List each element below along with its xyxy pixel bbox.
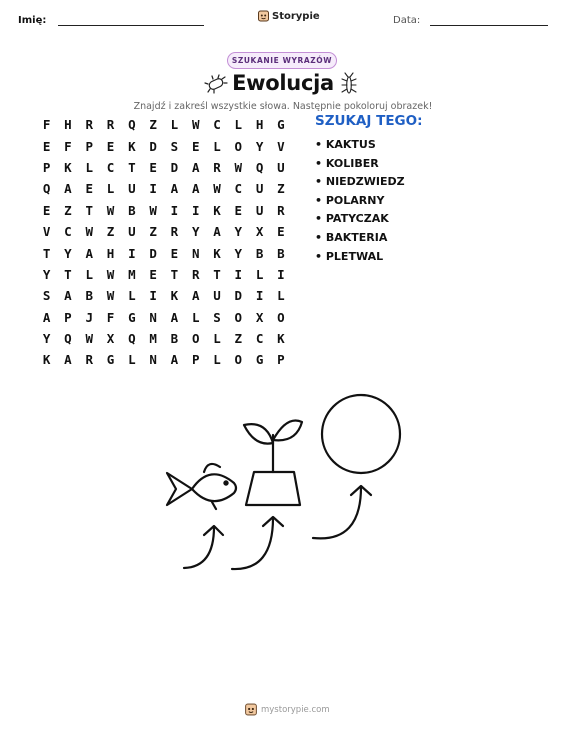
grid-letter[interactable]: M [128,266,136,282]
grid-letter[interactable]: X [106,331,115,347]
grid-letter[interactable]: T [42,245,51,261]
grid-letter[interactable]: W [106,288,115,304]
grid-letter[interactable]: D [149,245,157,261]
grid-letter[interactable]: O [234,309,243,325]
grid-letter[interactable]: H [64,117,72,133]
grid-letter[interactable]: O [234,352,243,368]
grid-letter[interactable]: B [255,245,264,261]
grid-row [36,328,292,349]
word-list-item: • PATYCZAK [315,212,389,226]
bacteria-icon [204,74,228,96]
grid-letter[interactable]: W [191,117,200,133]
grid-letter[interactable]: K [213,202,221,218]
grid-letter[interactable]: K [42,352,51,368]
grid-letter[interactable]: L [128,288,136,304]
grid-letter[interactable]: Z [149,224,157,240]
word-list-item: • KAKTUS [315,138,376,151]
grid-letter[interactable]: V [277,138,285,154]
grid-letter[interactable]: J [85,309,93,325]
grid-letter[interactable]: W [106,202,115,218]
grid-letter[interactable]: L [170,117,179,133]
grid-letter[interactable]: E [106,138,115,154]
grid-letter[interactable]: U [213,288,221,304]
grid-letter[interactable]: T [170,266,179,282]
fish-icon [167,464,236,509]
grid-letter[interactable]: Z [106,224,115,240]
grid-letter[interactable]: U [128,224,136,240]
word-list-item: • POLARNY [315,193,385,207]
grid-letter[interactable]: F [64,138,72,154]
grid-row [36,221,292,242]
grid-letter[interactable]: D [149,138,157,154]
grid-letter[interactable]: W [106,266,115,282]
grid-row [36,242,292,263]
grid-letter[interactable]: E [42,202,51,218]
grid-letter[interactable]: A [213,224,221,240]
grid-letter[interactable]: A [170,181,179,197]
grid-letter[interactable]: I [255,288,264,304]
grid-letter[interactable]: N [149,352,157,368]
grid-letter[interactable]: K [170,288,179,304]
grid-letter[interactable]: Z [234,331,243,347]
footer [245,703,330,716]
grid-letter[interactable]: P [64,309,72,325]
grid-letter[interactable]: C [106,159,115,175]
grid-letter[interactable]: L [128,352,136,368]
grid-letter[interactable]: W [85,224,93,240]
grid-letter[interactable]: S [170,138,179,154]
grid-letter[interactable]: Y [234,245,243,261]
grid-letter[interactable]: O [277,309,285,325]
instructions: Znajdź i zakreśl wszystkie słowa. Następnie pokoloruj obrazek! [133,101,433,112]
grid-letter[interactable]: L [85,266,93,282]
grid-letter[interactable]: Q [255,159,264,175]
grid-letter[interactable]: E [42,138,51,154]
grid-letter[interactable]: E [149,266,157,282]
grid-letter[interactable]: L [277,288,285,304]
grid-letter[interactable]: A [191,288,200,304]
sprout-icon [244,420,302,505]
grid-letter[interactable]: B [277,245,285,261]
grid-letter[interactable]: E [149,159,157,175]
grid-letter[interactable]: U [277,159,285,175]
grid-letter[interactable]: D [234,288,243,304]
grid-letter[interactable]: W [149,202,157,218]
grid-letter[interactable]: L [213,331,221,347]
name-field[interactable] [58,25,204,26]
brand-logo [258,10,320,22]
grid-row [36,349,292,370]
grid-letter[interactable]: K [213,245,221,261]
grid-letter[interactable]: A [42,309,51,325]
grid-letter[interactable]: D [170,159,179,175]
grid-letter[interactable]: Q [128,117,136,133]
grid-letter[interactable]: A [191,181,200,197]
grid-row [36,307,292,328]
grid-letter[interactable]: S [42,288,51,304]
grid-letter[interactable]: T [85,202,93,218]
grid-letter[interactable]: R [191,266,200,282]
grid-letter[interactable]: X [255,224,264,240]
grid-letter[interactable]: X [255,309,264,325]
grid-letter[interactable]: L [106,181,115,197]
grid-letter[interactable]: I [277,266,285,282]
grid-letter[interactable]: I [149,288,157,304]
grid-letter[interactable]: O [191,331,200,347]
grid-letter[interactable]: N [191,245,200,261]
grid-letter[interactable]: G [106,352,115,368]
grid-letter[interactable]: U [255,181,264,197]
grid-letter[interactable]: C [234,181,243,197]
grid-letter[interactable]: W [213,181,221,197]
arrow-to-sprout-icon [232,517,283,569]
grid-letter[interactable]: L [191,309,200,325]
grid-letter[interactable]: K [128,138,136,154]
grid-letter[interactable]: K [277,331,285,347]
grid-letter[interactable]: E [85,181,93,197]
grid-letter[interactable]: Y [255,138,264,154]
grid-letter[interactable]: F [106,309,115,325]
grid-letter[interactable]: E [234,202,243,218]
grid-letter[interactable]: L [85,159,93,175]
insect-icon [340,72,358,98]
grid-letter[interactable]: E [191,138,200,154]
grid-letter[interactable]: Y [64,245,72,261]
grid-letter[interactable]: N [149,309,157,325]
grid-letter[interactable]: P [277,352,285,368]
grid-letter[interactable]: L [255,266,264,282]
grid-letter[interactable]: C [64,224,72,240]
word-list-item: • PLETWAL [315,249,384,263]
grid-letter[interactable]: A [85,245,93,261]
grid-letter[interactable]: I [149,181,157,197]
grid-letter[interactable]: L [234,117,243,133]
grid-letter[interactable]: Y [191,224,200,240]
grid-letter[interactable]: I [170,202,179,218]
grid-letter[interactable]: L [213,352,221,368]
grid-letter[interactable]: I [234,266,243,282]
grid-letter[interactable]: T [128,159,136,175]
grid-letter[interactable]: R [106,117,115,133]
blank-circle [322,395,400,473]
word-search-grid[interactable] [36,114,292,371]
grid-letter[interactable]: K [64,159,72,175]
grid-letter[interactable]: H [255,117,264,133]
grid-row [36,264,292,285]
grid-letter[interactable]: R [170,224,179,240]
grid-letter[interactable]: U [128,181,136,197]
grid-letter[interactable]: M [149,331,157,347]
grid-row [36,114,292,135]
grid-letter[interactable]: A [64,352,72,368]
grid-letter[interactable]: Z [64,202,72,218]
grid-letter[interactable]: I [128,245,136,261]
grid-letter[interactable]: Q [128,331,136,347]
grid-row [36,200,292,221]
grid-letter[interactable]: Y [42,331,51,347]
grid-letter[interactable]: V [42,224,51,240]
grid-letter[interactable]: H [106,245,115,261]
storypie-logo-icon [258,10,269,22]
grid-row [36,285,292,306]
grid-row [36,178,292,199]
grid-letter[interactable]: G [255,352,264,368]
grid-letter[interactable]: P [191,352,200,368]
word-list [315,136,405,266]
grid-row [36,157,292,178]
grid-letter[interactable]: G [277,117,285,133]
grid-letter[interactable]: R [85,117,93,133]
evolution-illustration [150,385,420,585]
word-list-item: • KOLIBER [315,156,379,170]
page-title: Ewolucja [232,71,334,95]
brand-name: Storypie [272,10,320,22]
grid-letter[interactable]: R [85,352,93,368]
arrow-to-fish-icon [184,526,223,568]
grid-letter[interactable]: B [128,202,136,218]
grid-letter[interactable]: Y [42,266,51,282]
grid-letter[interactable]: F [42,117,51,133]
grid-letter[interactable]: A [64,181,72,197]
grid-letter[interactable]: S [213,309,221,325]
word-list-item: • BAKTERIA [315,230,388,244]
arrow-to-circle-icon [313,486,371,538]
grid-letter[interactable]: G [128,309,136,325]
grid-letter[interactable]: Y [234,224,243,240]
grid-letter[interactable]: Q [42,181,51,197]
grid-letter[interactable]: C [213,117,221,133]
grid-letter[interactable]: U [255,202,264,218]
name-label: Imię: [18,15,47,26]
grid-letter[interactable]: E [277,224,285,240]
grid-letter[interactable]: P [42,159,51,175]
grid-letter[interactable]: P [85,138,93,154]
word-list-title: SZUKAJ TEGO: [315,113,423,129]
grid-letter[interactable]: A [170,352,179,368]
grid-letter[interactable]: Q [64,331,72,347]
grid-letter[interactable]: R [277,202,285,218]
grid-letter[interactable]: A [191,159,200,175]
grid-letter[interactable]: B [85,288,93,304]
grid-letter[interactable]: C [255,331,264,347]
grid-letter[interactable]: W [85,331,93,347]
worksheet-type-badge: SZUKANIE WYRAZÓW [227,52,337,69]
grid-row [36,135,292,156]
grid-letter[interactable]: R [213,159,221,175]
grid-letter[interactable]: T [213,266,221,282]
grid-letter[interactable]: W [234,159,243,175]
grid-letter[interactable]: L [213,138,221,154]
grid-letter[interactable]: A [170,309,179,325]
grid-letter[interactable]: O [234,138,243,154]
storypie-logo-icon [245,703,257,716]
grid-letter[interactable]: B [170,331,179,347]
grid-letter[interactable]: I [191,202,200,218]
grid-letter[interactable]: Z [277,181,285,197]
grid-letter[interactable]: Z [149,117,157,133]
grid-letter[interactable]: E [170,245,179,261]
date-field[interactable] [430,25,548,26]
grid-letter[interactable]: A [64,288,72,304]
footer-url[interactable]: mystorypie.com [261,704,330,715]
date-label: Data: [393,15,421,26]
word-list-item: • NIEDZWIEDZ [315,175,405,189]
grid-letter[interactable]: T [64,266,72,282]
